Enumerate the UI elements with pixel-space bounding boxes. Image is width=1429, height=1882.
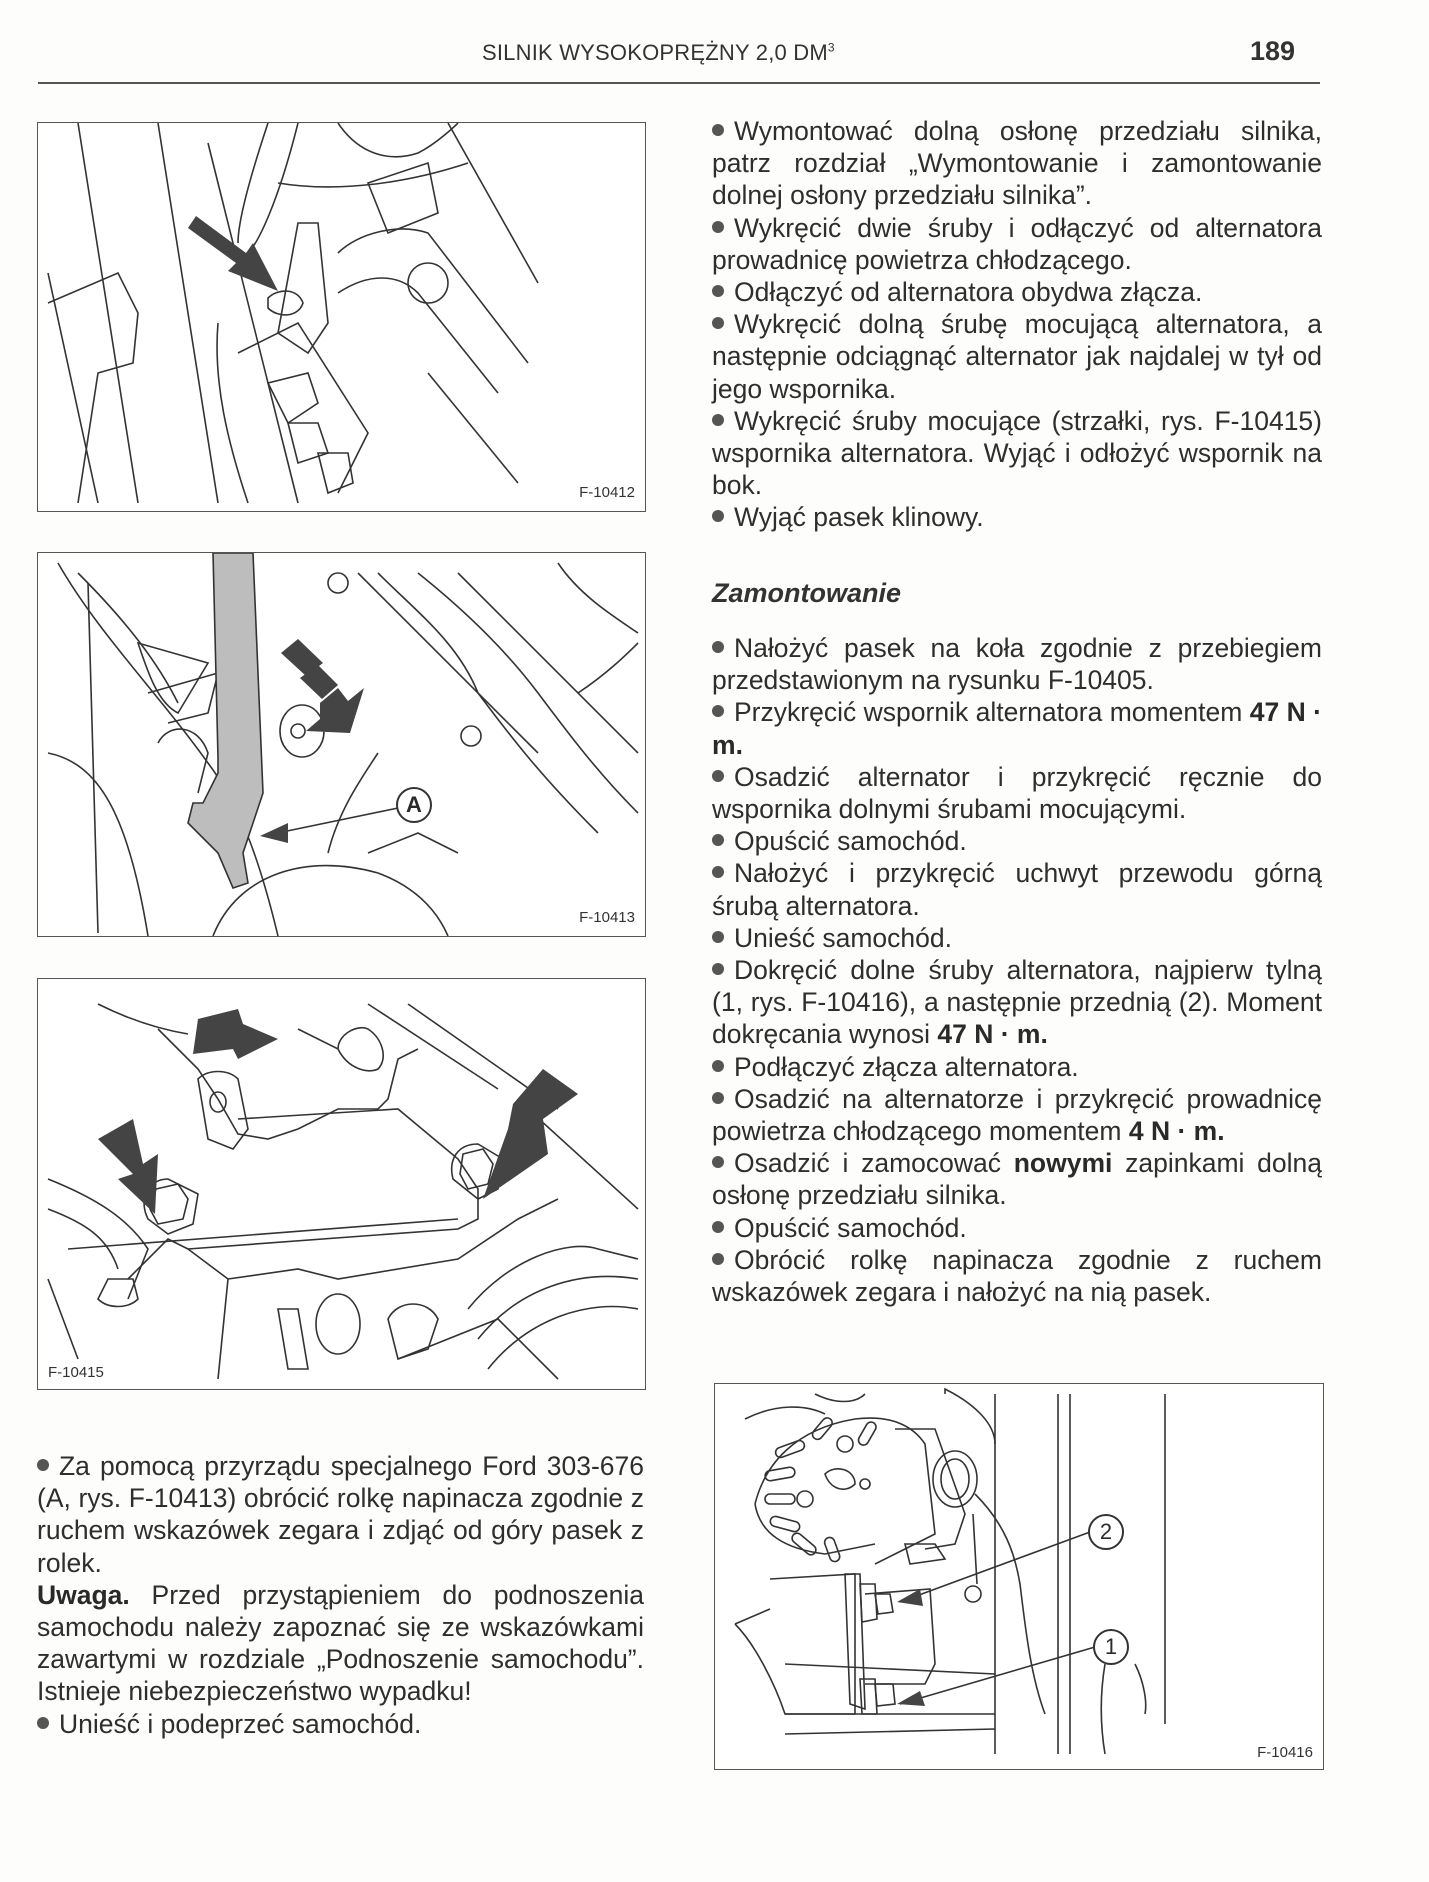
header-title-text: SILNIK WYSOKOPRĘŻNY 2,0 DM: [482, 40, 828, 65]
step-item: Odłączyć od alternatora obydwa złącza.: [712, 276, 1322, 308]
step-item: Wykręcić śruby mocujące (strzałki, rys. F-10415) wspornika alternatora. Wyjąć i odłożyć wspornik na bok.: [712, 405, 1322, 501]
step-item: [712, 1147, 1322, 1211]
step-text: zapinkami dolną osłonę przedziału silnika.: [712, 1148, 1322, 1211]
right-column-install: [712, 632, 1322, 1308]
section-heading: Zamontowanie: [712, 578, 902, 608]
step-text: Osadzić i zamocować: [734, 1148, 1014, 1179]
torque-value: 47 N · m.: [712, 697, 1322, 760]
step-item: [712, 1083, 1322, 1147]
running-header: [482, 40, 835, 66]
step-item: Wykręcić dwie śruby i odłączyć od alternatora prowadnicę powietrza chłodzącego.: [712, 212, 1322, 275]
arrow-marker: [98, 1119, 158, 1214]
step-item: Osadzić alternator i przykręcić ręcznie do wspornika dolnymi śrubami mocującymi.: [712, 761, 1322, 825]
step-item: Za pomocą przyrządu specjalnego Ford 303-676 (A, rys. F-10413) obrócić rolkę napinacza zgodnie z ruchem wskazówek zegara i zdjąć od góry pasek z rolek.: [37, 1451, 644, 1578]
step-item: Nałożyć i przykręcić uchwyt przewodu górną śrubą alternatora.: [712, 858, 1322, 921]
arrow-marker: [188, 216, 278, 291]
warning-label: Uwaga.: [37, 1579, 130, 1610]
step-item: Unieść samochód.: [712, 922, 1322, 954]
callout-arrowhead: [260, 823, 288, 843]
left-column-text: [37, 1450, 644, 1740]
figure-f10413-drawing: [38, 553, 645, 936]
figure-f10413: [37, 552, 646, 937]
step-item: Obrócić rolkę napinacza zgodnie z ruchem wskazówek zegara i nałożyć na nią pasek.: [712, 1244, 1322, 1308]
step-item: [712, 954, 1322, 1051]
figure-f10412-drawing: [38, 123, 645, 511]
figure-label: F-10412: [579, 484, 635, 501]
figure-f10412: [37, 122, 646, 512]
figure-f10415: [37, 978, 646, 1390]
callout-1: 1: [1093, 1629, 1129, 1665]
step-text: Dokręcić dolne śruby alternatora, najpierw tylną (1, rys. F-10416), a następnie przednią (2). Moment dokręcania wynosi: [712, 955, 1322, 1050]
header-rule: [38, 82, 1320, 84]
step-item: [712, 696, 1322, 760]
figure-f10416: [714, 1383, 1324, 1770]
figure-f10415-drawing: [38, 979, 645, 1389]
step-item: Wymontować dolną osłonę przedziału silnika, patrz rozdział „Wymontowanie i zamontowanie dolnej osłony przedziału silnika”.: [712, 116, 1322, 211]
figure-label: F-10415: [48, 1364, 104, 1381]
step-item: Wyjąć pasek klinowy.: [712, 501, 1322, 533]
callout-arrowhead-1: [897, 1691, 925, 1706]
step-text: Przykręcić wspornik alternatora momentem: [734, 697, 1250, 728]
step-item: Wykręcić dolną śrubę mocującą alternatora, a następnie odciągnąć alternator jak najdalej w tył od jego wspornika.: [712, 309, 1322, 404]
arrow-marker: [193, 1009, 278, 1059]
callout-a: A: [396, 787, 432, 823]
figure-label: F-10413: [579, 909, 635, 926]
step-item: Unieść i podeprzeć samochód.: [37, 1708, 644, 1740]
header-title-superscript: 3: [827, 40, 835, 55]
callout-2: 2: [1088, 1514, 1124, 1550]
figure-f10416-drawing: [715, 1384, 1323, 1769]
right-column-removal: [712, 115, 1322, 534]
step-text: Osadzić na alternatorze i przykręcić prowadnicę powietrza chłodzącego momentem: [712, 1083, 1322, 1147]
figure-label: F-10416: [1257, 1744, 1313, 1761]
step-item: Opuścić samochód.: [712, 1212, 1322, 1244]
special-tool-303-676: [188, 553, 263, 888]
emphasis: nowymi: [1013, 1148, 1113, 1179]
warning-text: Przed przystąpieniem do podnoszenia samochodu należy zapoznać się ze wskazówkami zawartymi w rozdziale „Podnoszenie samochodu”. Istnieje niebezpieczeństwo wypadku!: [37, 1579, 644, 1707]
torque-value: 47 N · m.: [937, 1019, 1048, 1050]
step-item: Opuścić samochód.: [712, 825, 1322, 857]
step-item: Podłączyć złącza alternatora.: [712, 1051, 1322, 1083]
page-number: 189: [1250, 36, 1296, 66]
step-item: Nałożyć pasek na koła zgodnie z przebiegiem przedstawionym na rysunku F-10405.: [712, 633, 1322, 696]
torque-value: 4 N · m.: [1128, 1116, 1225, 1147]
warning-note: [37, 1579, 644, 1708]
